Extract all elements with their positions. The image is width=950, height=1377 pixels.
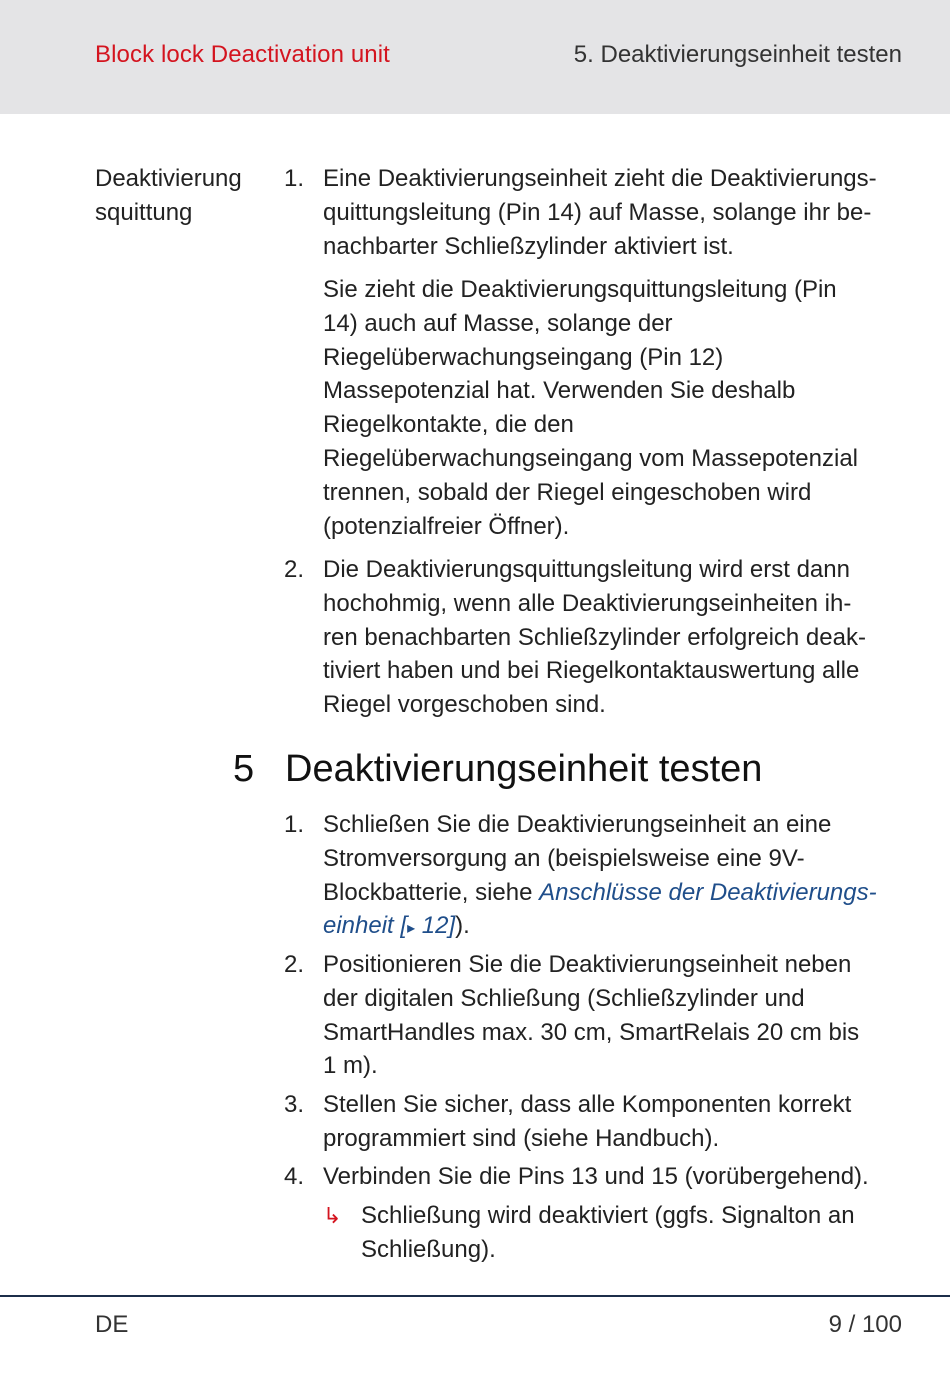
connections-link-continued[interactable]	[323, 912, 455, 939]
text-line: Verbinden Sie die Pins 13 und 15 (vorübergehend).	[323, 1163, 869, 1190]
text-line: Stellen Sie sicher, dass alle Komponenten korrekt	[323, 1091, 852, 1118]
step-number: 4.	[284, 1163, 305, 1190]
step-text	[323, 1088, 908, 1156]
section-heading	[0, 748, 950, 798]
list-text	[323, 162, 908, 263]
language-code: DE	[95, 1311, 129, 1338]
text-line: Riegel vorgeschoben sind.	[323, 691, 606, 719]
list-number: 2.	[284, 556, 305, 583]
text-line: Schließung).	[361, 1235, 496, 1263]
text-line: nachbarter Schließzylinder aktiviert ist.	[323, 232, 734, 260]
page-number: 9 / 100	[828, 1311, 902, 1338]
step-text	[323, 1160, 908, 1194]
text-line: Riegelüberwachungseingang vom Massepotenzial	[323, 444, 858, 472]
text-line: der digitalen Schließung (Schließzylinder und	[323, 984, 805, 1012]
link-text: einheit [	[323, 912, 408, 940]
text-line: Riegelüberwachungseingang (Pin 12)	[323, 343, 724, 371]
text-line: hochohmig, wenn alle Deaktivierungseinheiten ih-	[323, 589, 852, 617]
text-line: 1 m).	[323, 1052, 378, 1080]
step-text	[323, 808, 908, 946]
link-page: 12]	[415, 912, 456, 940]
text-line: ren benachbarten Schließzylinder erfolgreich deak-	[323, 623, 866, 651]
text-line: (potenzialfreier Öffner).	[323, 512, 570, 540]
text-line: tiviert haben und bei Riegelkontaktauswertung alle	[323, 657, 860, 685]
text-line: Eine Deaktivierungseinheit zieht die Deaktivierungs-	[323, 165, 877, 192]
section-title: Deaktivierungseinheit testen	[285, 748, 763, 790]
step-number: 3.	[284, 1091, 305, 1118]
step-number: 1.	[284, 811, 305, 838]
text-line	[323, 876, 908, 910]
text-line: Massepotenzial hat. Verwenden Sie deshalb	[323, 377, 796, 405]
side-label-line: Deaktivierung	[95, 165, 242, 192]
step-text	[323, 948, 908, 1083]
page-ref-arrow-icon: ▸	[407, 920, 416, 938]
page-header	[0, 0, 950, 114]
footer-rule	[0, 1295, 950, 1297]
text-line: programmiert sind (siehe Handbuch).	[323, 1124, 720, 1152]
section-number: 5	[233, 748, 255, 790]
side-label-line: squittung	[95, 199, 193, 226]
result-arrow-icon: ↳	[323, 1203, 342, 1228]
text-line: Die Deaktivierungsquittungsleitung wird erst dann	[323, 556, 850, 583]
text-line: Schließung wird deaktiviert (ggfs. Signalton an	[361, 1202, 855, 1229]
text-line: Riegelkontakte, die den	[323, 411, 574, 439]
text-line: trennen, sobald der Riegel eingeschoben wird	[323, 478, 812, 506]
connections-link[interactable]: Anschlüsse der Deaktivierungs-	[539, 878, 877, 906]
text-line	[323, 909, 908, 946]
paragraph	[323, 273, 908, 543]
text-line: Sie zieht die Deaktivierungsquittungsleitung (Pin	[323, 276, 837, 303]
text-run: Blockbatterie, siehe	[323, 878, 540, 906]
text-line: 14) auch auf Masse, solange der	[323, 309, 673, 337]
document-title: Block lock Deactivation unit	[95, 41, 390, 68]
chapter-title: 5. Deaktivierungseinheit testen	[573, 41, 902, 68]
text-line: Schließen Sie die Deaktivierungseinheit an eine	[323, 811, 832, 838]
list-text	[323, 553, 908, 722]
text-line: Stromversorgung an (beispielsweise eine 9V-	[323, 844, 805, 872]
text-line: Positionieren Sie die Deaktivierungseinheit neben	[323, 951, 852, 978]
side-label	[95, 162, 270, 230]
text-line: quittungsleitung (Pin 14) auf Masse, solange ihr be-	[323, 198, 872, 226]
result-text	[361, 1199, 906, 1267]
step-number: 2.	[284, 951, 305, 978]
text-run: ).	[455, 912, 470, 940]
text-line: SmartHandles max. 30 cm, SmartRelais 20 cm bis	[323, 1018, 860, 1046]
list-number: 1.	[284, 165, 305, 192]
